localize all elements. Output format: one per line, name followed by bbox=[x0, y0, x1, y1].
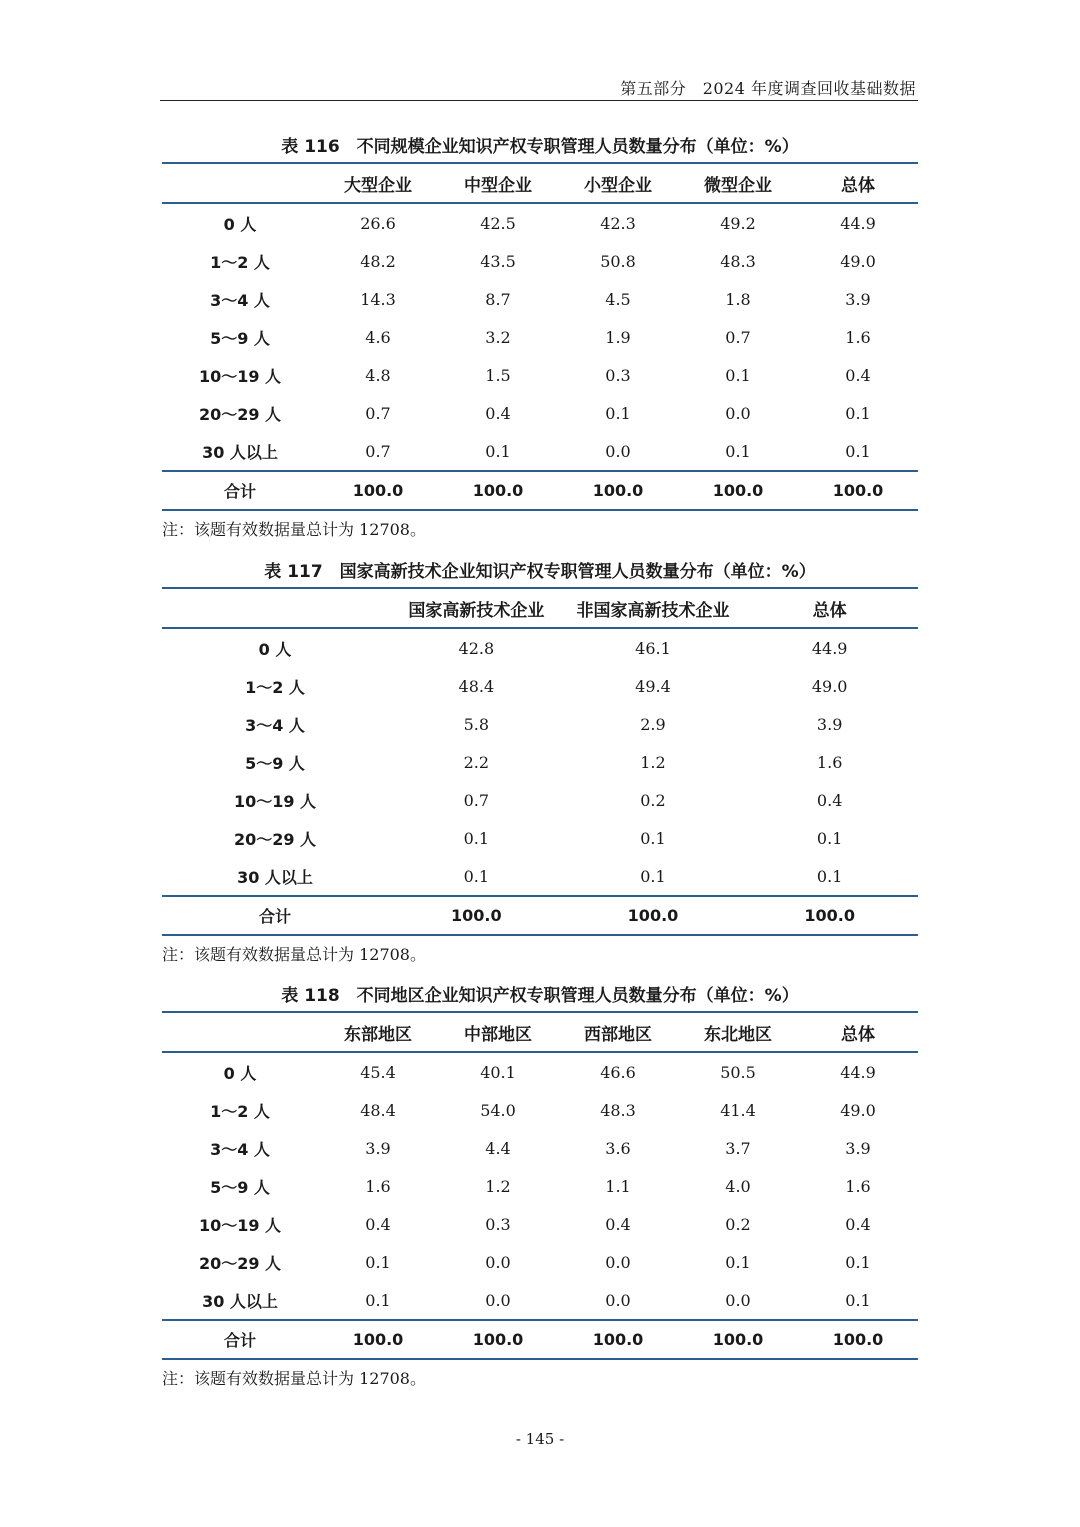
table-cell: 48.4 bbox=[458, 676, 495, 696]
table-row bbox=[162, 1281, 918, 1320]
table-cell: 0.0 bbox=[605, 441, 631, 461]
table-cell: 2.2 bbox=[463, 752, 490, 772]
table-note: 注：该题有效数据量总计为 12708。 bbox=[162, 1369, 426, 1388]
table-116-block bbox=[162, 132, 918, 541]
table-row bbox=[162, 1205, 918, 1243]
table-cell: 0.4 bbox=[816, 790, 843, 810]
table-cell: 40.1 bbox=[480, 1062, 516, 1082]
table-cell: 1.5 bbox=[485, 365, 511, 385]
table-cell: 2.9 bbox=[640, 714, 666, 734]
table-cell: 0.1 bbox=[463, 828, 490, 848]
table-cell: 49.0 bbox=[840, 1100, 876, 1120]
table-cell: 0.2 bbox=[725, 1214, 751, 1234]
total-cell: 100.0 bbox=[627, 906, 679, 925]
table-note: 注：该题有效数据量总计为 12708。 bbox=[162, 945, 426, 964]
row-label: 3～4 人 bbox=[245, 715, 305, 735]
total-cell: 100.0 bbox=[472, 1330, 524, 1349]
table-cell: 3.9 bbox=[845, 1138, 871, 1158]
row-label: 3～4 人 bbox=[210, 1139, 270, 1159]
page-number: - 145 - bbox=[515, 1430, 565, 1448]
row-label: 20～29 人 bbox=[198, 404, 282, 424]
total-label: 合计 bbox=[223, 482, 256, 501]
running-header bbox=[160, 76, 918, 101]
row-label: 30 人以上 bbox=[202, 442, 278, 462]
table-cell: 48.3 bbox=[720, 251, 756, 271]
table-cell: 0.1 bbox=[816, 866, 843, 886]
table-row bbox=[162, 242, 918, 280]
table-cell: 4.0 bbox=[725, 1176, 751, 1196]
header-row bbox=[162, 588, 918, 628]
table-cell: 44.9 bbox=[840, 1062, 876, 1082]
table-cell: 41.4 bbox=[720, 1100, 756, 1120]
table-cell: 0.1 bbox=[463, 866, 490, 886]
table-cell: 44.9 bbox=[840, 213, 876, 233]
header-row bbox=[162, 1012, 918, 1052]
table-cell: 1.6 bbox=[365, 1176, 391, 1196]
table-cell: 0.1 bbox=[725, 1252, 751, 1272]
table-cell: 0.1 bbox=[845, 1252, 871, 1272]
table-row bbox=[162, 1052, 918, 1091]
table-row bbox=[162, 1129, 918, 1167]
total-cell: 100.0 bbox=[832, 481, 884, 500]
table-cell: 48.3 bbox=[600, 1100, 636, 1120]
row-label: 0 人 bbox=[223, 1063, 257, 1083]
row-label: 10～19 人 bbox=[233, 791, 317, 811]
table-cell: 3.2 bbox=[485, 327, 511, 347]
total-cell: 100.0 bbox=[592, 1330, 644, 1349]
column-header bbox=[162, 1012, 318, 1052]
column-header: 非国家高新技术企业 bbox=[576, 600, 730, 621]
table-cell: 0.0 bbox=[485, 1252, 511, 1272]
column-header: 东部地区 bbox=[344, 1024, 412, 1045]
total-cell: 100.0 bbox=[712, 1330, 764, 1349]
table-cell: 0.4 bbox=[845, 365, 871, 385]
total-cell: 100.0 bbox=[804, 906, 855, 925]
table-caption: 表 118 不同地区企业知识产权专职管理人员数量分布（单位：%） bbox=[281, 986, 799, 1006]
table-cell: 3.9 bbox=[365, 1138, 391, 1158]
table-cell: 0.7 bbox=[365, 403, 391, 423]
table-118-block bbox=[162, 981, 918, 1390]
table-note: 注：该题有效数据量总计为 12708。 bbox=[162, 520, 426, 539]
table-cell: 0.0 bbox=[725, 403, 751, 423]
table-cell: 1.2 bbox=[640, 752, 666, 772]
column-header: 东北地区 bbox=[704, 1024, 772, 1045]
table-cell: 0.0 bbox=[485, 1290, 511, 1310]
row-label: 5～9 人 bbox=[210, 328, 270, 348]
total-cell: 100.0 bbox=[832, 1330, 884, 1349]
table-row bbox=[162, 743, 918, 781]
table-cell: 43.5 bbox=[480, 251, 516, 271]
table-cell: 0.0 bbox=[605, 1252, 631, 1272]
table-cell: 0.1 bbox=[365, 1290, 391, 1310]
column-header: 总体 bbox=[841, 1024, 875, 1045]
total-cell: 100.0 bbox=[592, 481, 644, 500]
row-label: 5～9 人 bbox=[245, 753, 305, 773]
table-cell: 42.3 bbox=[600, 213, 636, 233]
row-label: 20～29 人 bbox=[198, 1253, 282, 1273]
table-caption: 表 117 国家高新技术企业知识产权专职管理人员数量分布（单位：%） bbox=[264, 562, 816, 582]
table-caption: 表 116 不同规模企业知识产权专职管理人员数量分布（单位：%） bbox=[281, 137, 799, 157]
table-row bbox=[162, 432, 918, 471]
column-header bbox=[162, 163, 318, 203]
table-cell: 4.4 bbox=[485, 1138, 511, 1158]
total-cell: 100.0 bbox=[472, 481, 524, 500]
table-cell: 42.8 bbox=[458, 638, 495, 658]
column-header: 中型企业 bbox=[464, 175, 532, 196]
table-cell: 45.4 bbox=[360, 1062, 396, 1082]
table-row bbox=[162, 819, 918, 857]
table-cell: 0.1 bbox=[725, 441, 751, 461]
table-cell: 0.1 bbox=[640, 866, 666, 886]
table-cell: 50.8 bbox=[600, 251, 636, 271]
data-table bbox=[162, 587, 918, 936]
total-row bbox=[162, 471, 918, 510]
row-label: 1～2 人 bbox=[210, 1101, 270, 1121]
table-cell: 0.3 bbox=[605, 365, 631, 385]
column-header: 总体 bbox=[812, 600, 847, 621]
total-cell: 100.0 bbox=[352, 1330, 404, 1349]
row-label: 10～19 人 bbox=[198, 366, 282, 386]
column-header: 西部地区 bbox=[584, 1024, 652, 1045]
table-cell: 48.2 bbox=[360, 251, 396, 271]
table-cell: 46.1 bbox=[635, 638, 671, 658]
table-cell: 0.1 bbox=[816, 828, 843, 848]
table-cell: 0.7 bbox=[725, 327, 751, 347]
header-row bbox=[162, 163, 918, 203]
row-label: 30 人以上 bbox=[202, 1291, 278, 1311]
table-cell: 44.9 bbox=[811, 638, 848, 658]
table-cell: 1.9 bbox=[605, 327, 631, 347]
table-cell: 50.5 bbox=[720, 1062, 756, 1082]
total-row bbox=[162, 1320, 918, 1359]
table-cell: 0.3 bbox=[485, 1214, 511, 1234]
table-cell: 3.9 bbox=[816, 714, 843, 734]
row-label: 1～2 人 bbox=[210, 252, 270, 272]
table-cell: 0.4 bbox=[365, 1214, 391, 1234]
table-cell: 0.1 bbox=[365, 1252, 391, 1272]
running-header-text: 第五部分 2024 年度调查回收基础数据 bbox=[620, 79, 916, 98]
row-label: 10～19 人 bbox=[198, 1215, 282, 1235]
table-cell: 14.3 bbox=[360, 289, 396, 309]
table-row bbox=[162, 857, 918, 896]
table-cell: 54.0 bbox=[480, 1100, 516, 1120]
table-cell: 1.6 bbox=[845, 1176, 871, 1196]
table-cell: 3.9 bbox=[845, 289, 871, 309]
table-cell: 0.7 bbox=[463, 790, 490, 810]
table-row bbox=[162, 705, 918, 743]
total-cell: 100.0 bbox=[352, 481, 404, 500]
column-header bbox=[162, 588, 388, 628]
row-label: 0 人 bbox=[258, 639, 292, 659]
table-row bbox=[162, 203, 918, 242]
total-row bbox=[162, 896, 918, 935]
table-cell: 0.4 bbox=[485, 403, 511, 423]
table-row bbox=[162, 1167, 918, 1205]
table-row bbox=[162, 394, 918, 432]
table-cell: 1.2 bbox=[485, 1176, 511, 1196]
table-row bbox=[162, 356, 918, 394]
table-cell: 1.1 bbox=[605, 1176, 631, 1196]
row-label: 1～2 人 bbox=[245, 677, 305, 697]
table-cell: 1.6 bbox=[816, 752, 843, 772]
table-cell: 0.0 bbox=[725, 1290, 751, 1310]
table-cell: 5.8 bbox=[463, 714, 490, 734]
table-cell: 48.4 bbox=[360, 1100, 396, 1120]
table-cell: 0.1 bbox=[845, 441, 871, 461]
table-cell: 46.6 bbox=[600, 1062, 636, 1082]
table-cell: 49.2 bbox=[720, 213, 756, 233]
table-cell: 0.4 bbox=[605, 1214, 631, 1234]
table-cell: 49.0 bbox=[811, 676, 848, 696]
table-row bbox=[162, 628, 918, 667]
table-cell: 8.7 bbox=[485, 289, 511, 309]
column-header: 微型企业 bbox=[704, 175, 772, 196]
total-label: 合计 bbox=[258, 907, 291, 926]
table-row bbox=[162, 667, 918, 705]
table-cell: 1.6 bbox=[845, 327, 871, 347]
table-row bbox=[162, 1091, 918, 1129]
table-row bbox=[162, 781, 918, 819]
table-row bbox=[162, 318, 918, 356]
column-header: 中部地区 bbox=[464, 1024, 532, 1045]
column-header: 国家高新技术企业 bbox=[408, 600, 545, 621]
row-label: 3～4 人 bbox=[210, 290, 270, 310]
table-cell: 49.0 bbox=[840, 251, 876, 271]
row-label: 5～9 人 bbox=[210, 1177, 270, 1197]
table-cell: 0.1 bbox=[640, 828, 666, 848]
table-cell: 0.7 bbox=[365, 441, 391, 461]
table-cell: 0.1 bbox=[605, 403, 631, 423]
column-header: 大型企业 bbox=[344, 175, 412, 196]
row-label: 0 人 bbox=[223, 214, 257, 234]
table-cell: 0.2 bbox=[640, 790, 666, 810]
table-cell: 26.6 bbox=[360, 213, 396, 233]
data-table bbox=[162, 162, 918, 511]
table-row bbox=[162, 1243, 918, 1281]
table-cell: 4.6 bbox=[365, 327, 391, 347]
column-header: 小型企业 bbox=[584, 175, 652, 196]
data-table bbox=[162, 1011, 918, 1360]
table-cell: 0.0 bbox=[605, 1290, 631, 1310]
total-label: 合计 bbox=[223, 1331, 256, 1350]
column-header: 总体 bbox=[841, 175, 875, 196]
table-117-block bbox=[162, 557, 918, 966]
table-cell: 0.1 bbox=[485, 441, 511, 461]
table-cell: 0.1 bbox=[725, 365, 751, 385]
total-cell: 100.0 bbox=[451, 906, 502, 925]
row-label: 20～29 人 bbox=[233, 829, 317, 849]
table-cell: 49.4 bbox=[635, 676, 671, 696]
table-row bbox=[162, 280, 918, 318]
table-cell: 1.8 bbox=[725, 289, 751, 309]
table-cell: 4.8 bbox=[365, 365, 391, 385]
table-cell: 4.5 bbox=[605, 289, 631, 309]
table-cell: 3.7 bbox=[725, 1138, 751, 1158]
table-cell: 0.4 bbox=[845, 1214, 871, 1234]
table-cell: 0.1 bbox=[845, 403, 871, 423]
table-cell: 42.5 bbox=[480, 213, 516, 233]
row-label: 30 人以上 bbox=[237, 867, 313, 887]
table-cell: 3.6 bbox=[605, 1138, 631, 1158]
total-cell: 100.0 bbox=[712, 481, 764, 500]
table-cell: 0.1 bbox=[845, 1290, 871, 1310]
